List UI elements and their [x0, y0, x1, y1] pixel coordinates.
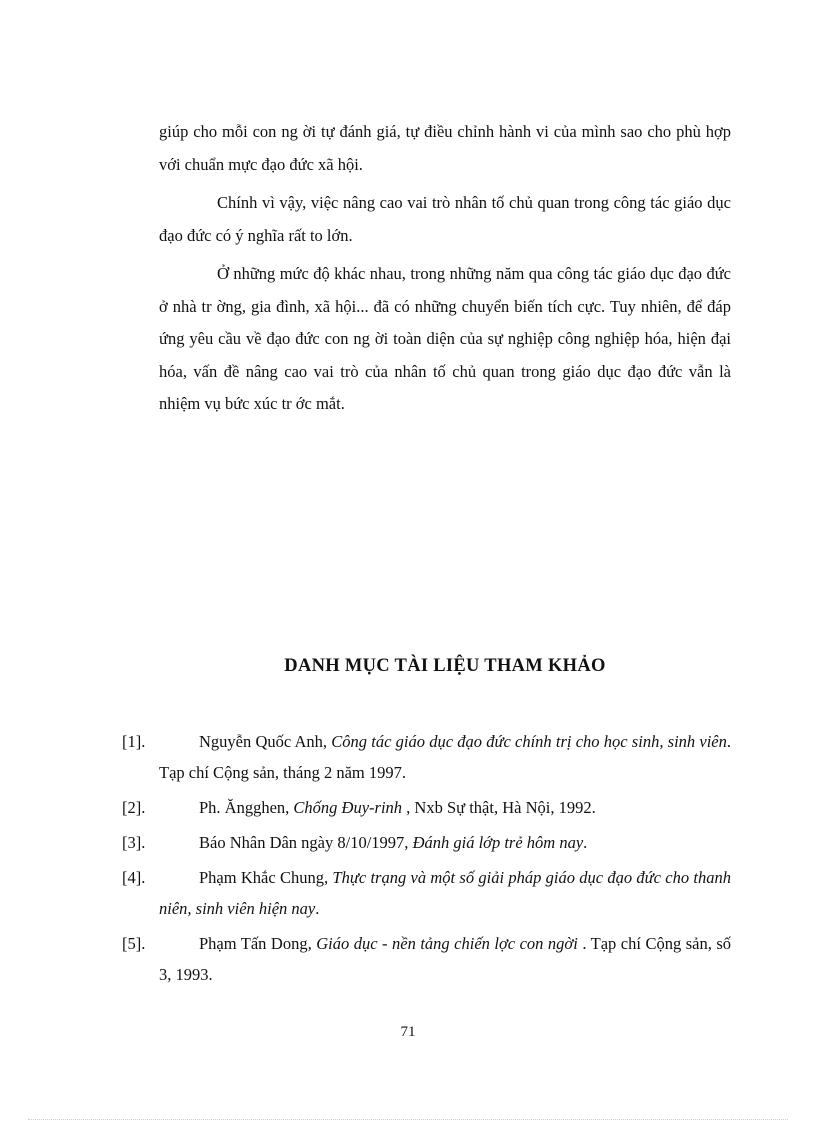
reference-title: Đánh giá lớp trẻ hôm nay: [412, 833, 584, 852]
reference-item: [122, 726, 731, 788]
paragraph-3: Ở những mức độ khác nhau, trong những năm qua công tác giáo dục đạo đức ở nhà tr ờng, gia đình, xã hội... đã có những chuyển biến tích cực. Tuy nhiên, để đáp ứng yêu cầu về đạo đức con ng ời toàn diện của sự nghiệp công nghiệp hóa, hiện đại hóa, vấn đề nâng cao vai trò của nhân tố chủ quan trong giáo dục đạo đức vẫn là nhiệm vụ bức xúc tr ớc mắt.: [159, 264, 731, 413]
reference-text: [159, 827, 731, 858]
body-text: [159, 116, 731, 427]
reference-text: [159, 792, 731, 823]
reference-details: .: [315, 899, 320, 918]
reference-title: Công tác giáo dục đạo đức chính trị cho học sinh, sinh viên: [331, 732, 727, 751]
footer-divider: [28, 1119, 788, 1120]
reference-author: Ph. Ăngghen,: [199, 798, 294, 817]
reference-number: [5].: [122, 934, 146, 953]
reference-author: Báo Nhân Dân ngày 8/10/1997,: [199, 833, 413, 852]
reference-number: [1].: [122, 732, 146, 751]
reference-item: [122, 928, 731, 990]
reference-list: [122, 726, 731, 994]
reference-text: [159, 928, 731, 990]
reference-number: [2].: [122, 798, 146, 817]
reference-title: Giáo dục - nền tảng chiến lợc con ngời: [316, 934, 578, 953]
references-heading: DANH MỤC TÀI LIỆU THAM KHẢO: [284, 656, 606, 676]
reference-details: .: [583, 833, 588, 852]
reference-item: [122, 862, 731, 924]
page-number: 71: [400, 1024, 416, 1040]
reference-details: . Tạp chí Cộng sản, số 3, 1993.: [159, 934, 731, 984]
reference-title: Thực trạng và một số giải pháp giáo dục đạo đức cho thanh niên, sinh viên hiện nay: [159, 868, 732, 918]
reference-title: Chống Đuy-rinh: [293, 798, 403, 817]
reference-number: [3].: [122, 833, 146, 852]
reference-details: , Nxb Sự thật, Hà Nội, 1992.: [402, 798, 596, 817]
reference-author: Phạm Tấn Dong,: [199, 934, 317, 953]
reference-item: [122, 792, 731, 823]
paragraph-1: giúp cho mỗi con ng ời tự đánh giá, tự điều chỉnh hành vi của mình sao cho phù hợp với chuẩn mực đạo đức xã hội.: [159, 122, 731, 174]
reference-details: . Tạp chí Cộng sản, tháng 2 năm 1997.: [159, 732, 731, 782]
reference-author: Phạm Khắc Chung,: [199, 868, 333, 887]
reference-text: [159, 862, 731, 924]
reference-author: Nguyễn Quốc Anh,: [199, 732, 332, 751]
reference-text: [159, 726, 731, 788]
paragraph-2: Chính vì vậy, việc nâng cao vai trò nhân tố chủ quan trong công tác giáo dục đạo đức có ý nghĩa rất to lớn.: [159, 193, 731, 245]
reference-number: [4].: [122, 868, 146, 887]
reference-item: [122, 827, 731, 858]
